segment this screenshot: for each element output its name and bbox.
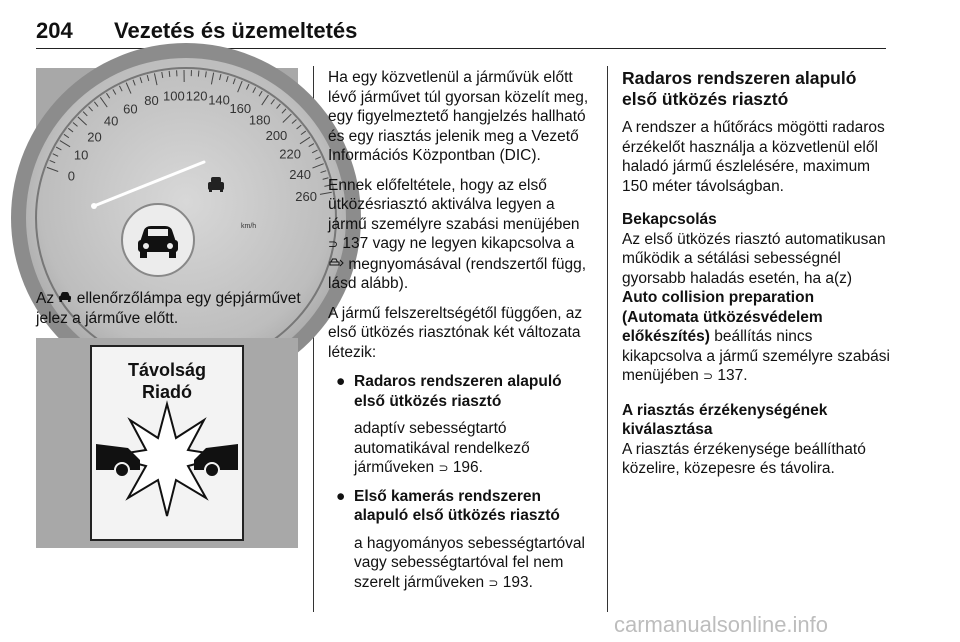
gauge-unit: km/h [241, 223, 257, 230]
paragraph: A jármű felszereltségétől függően, az első ütközés riasztónak két változata létezik: [328, 304, 583, 361]
list-item: ● Első kamerás rendszeren alapuló első ütközés riasztó [336, 487, 560, 525]
reference-arrow-icon: ⊃ [328, 237, 339, 251]
page-reference[interactable]: 137 [342, 235, 369, 252]
gauge-label: 80 [144, 92, 159, 108]
paragraph: Az első ütközés riasztó automatikusan működik a sétálási sebességnél gyorsabb haladás esetén, ha a(z) Auto collision preparation (Automata ütközésvédelem előkészítés) beállítás nincs kikapcsolva a jármű személyre szabási menüjében ⊃ 137. [622, 230, 890, 387]
bullet-icon: ● [336, 487, 346, 505]
gauge-label: 200 [265, 128, 288, 144]
forward-collision-button-icon [328, 255, 344, 275]
gauge-label: 120 [185, 88, 208, 104]
right-column [622, 68, 890, 489]
page-reference[interactable]: 137. [717, 367, 748, 384]
gauge-label: 10 [73, 147, 89, 163]
reference-arrow-icon: ⊃ [488, 575, 499, 590]
reference-arrow-icon: ⊃ [438, 461, 449, 476]
page-title: Vezetés és üzemeltetés [114, 18, 358, 43]
gauge-label: 0 [67, 168, 75, 184]
page-reference[interactable]: 196. [452, 459, 483, 477]
page-number: 204 [36, 18, 73, 43]
subheading: A riasztás érzékenységének kiválasztása [622, 401, 828, 438]
speedometer-illustration [36, 68, 317, 276]
left-caption: Az ellenőrzőlámpa egy gépjárművet jelez a járműve előtt. [36, 290, 301, 327]
gauge-label: 140 [208, 92, 230, 108]
gauge-label: 100 [163, 88, 185, 104]
car-icon [58, 289, 72, 309]
gauge-label: 60 [123, 101, 138, 117]
page-reference[interactable]: 193. [502, 573, 533, 591]
subheading: Bekapcsolás [622, 211, 717, 228]
column-divider [607, 66, 608, 612]
gauge-label: 40 [103, 113, 119, 129]
gauge-label: 160 [229, 100, 252, 116]
warning-line2: Riadó [141, 382, 193, 402]
gauge-label: 180 [248, 112, 271, 128]
paragraph: A rendszer a hűtőrács mögötti radaros érzékelőt használja a közvetlenül elől haladó jármű észlelésére, maximum 150 méter távolságban. [622, 119, 885, 195]
reference-arrow-icon: ⊃ [703, 369, 714, 383]
gauge-label: 220 [279, 146, 301, 162]
distance-warning-illustration [36, 338, 298, 548]
gauge-label: 260 [295, 188, 317, 204]
gauge-label: 20 [87, 129, 102, 145]
watermark: carmanualsonline.info [614, 612, 829, 637]
section-heading: Radaros rendszeren alapuló első ütközés riasztó [622, 68, 857, 109]
gauge-label: 240 [289, 166, 311, 182]
paragraph: Ha egy közvetlenül a járművük előtt lévő járművet túl gyorsan közelít meg, egy figyelmeztető hangjelzés hallható és egy riasztás jelenik meg a Vezető Információs Központban (DIC). [328, 69, 589, 164]
list-item-text: a hagyományos sebességtartóval vagy sebességtartóval fel nem szerelt járműveken ⊃ 193. [328, 534, 593, 594]
list-item-text: adaptív sebességtartó automatikával rendelkező járműveken ⊃ 196. [328, 419, 593, 479]
paragraph: A riasztás érzékenysége beállítható közelire, közepesre és távolira. [622, 440, 866, 477]
warning-line1: Távolság [127, 360, 207, 380]
gauge-tick [198, 71, 199, 77]
list-item: ● Radaros rendszeren alapuló első ütközés riasztó [336, 373, 562, 410]
paragraph: Ennek előfeltétele, hogy az első ütközésriasztó aktiválva legyen a jármű személyre szabási menüjében ⊃ 137 vagy ne legyen kikapcsolva a megnyomásával (rendszertől függ, lásd alább). [328, 176, 587, 293]
gauge-tick [169, 71, 170, 77]
bullet-icon: ● [336, 373, 346, 391]
middle-column [328, 68, 593, 601]
